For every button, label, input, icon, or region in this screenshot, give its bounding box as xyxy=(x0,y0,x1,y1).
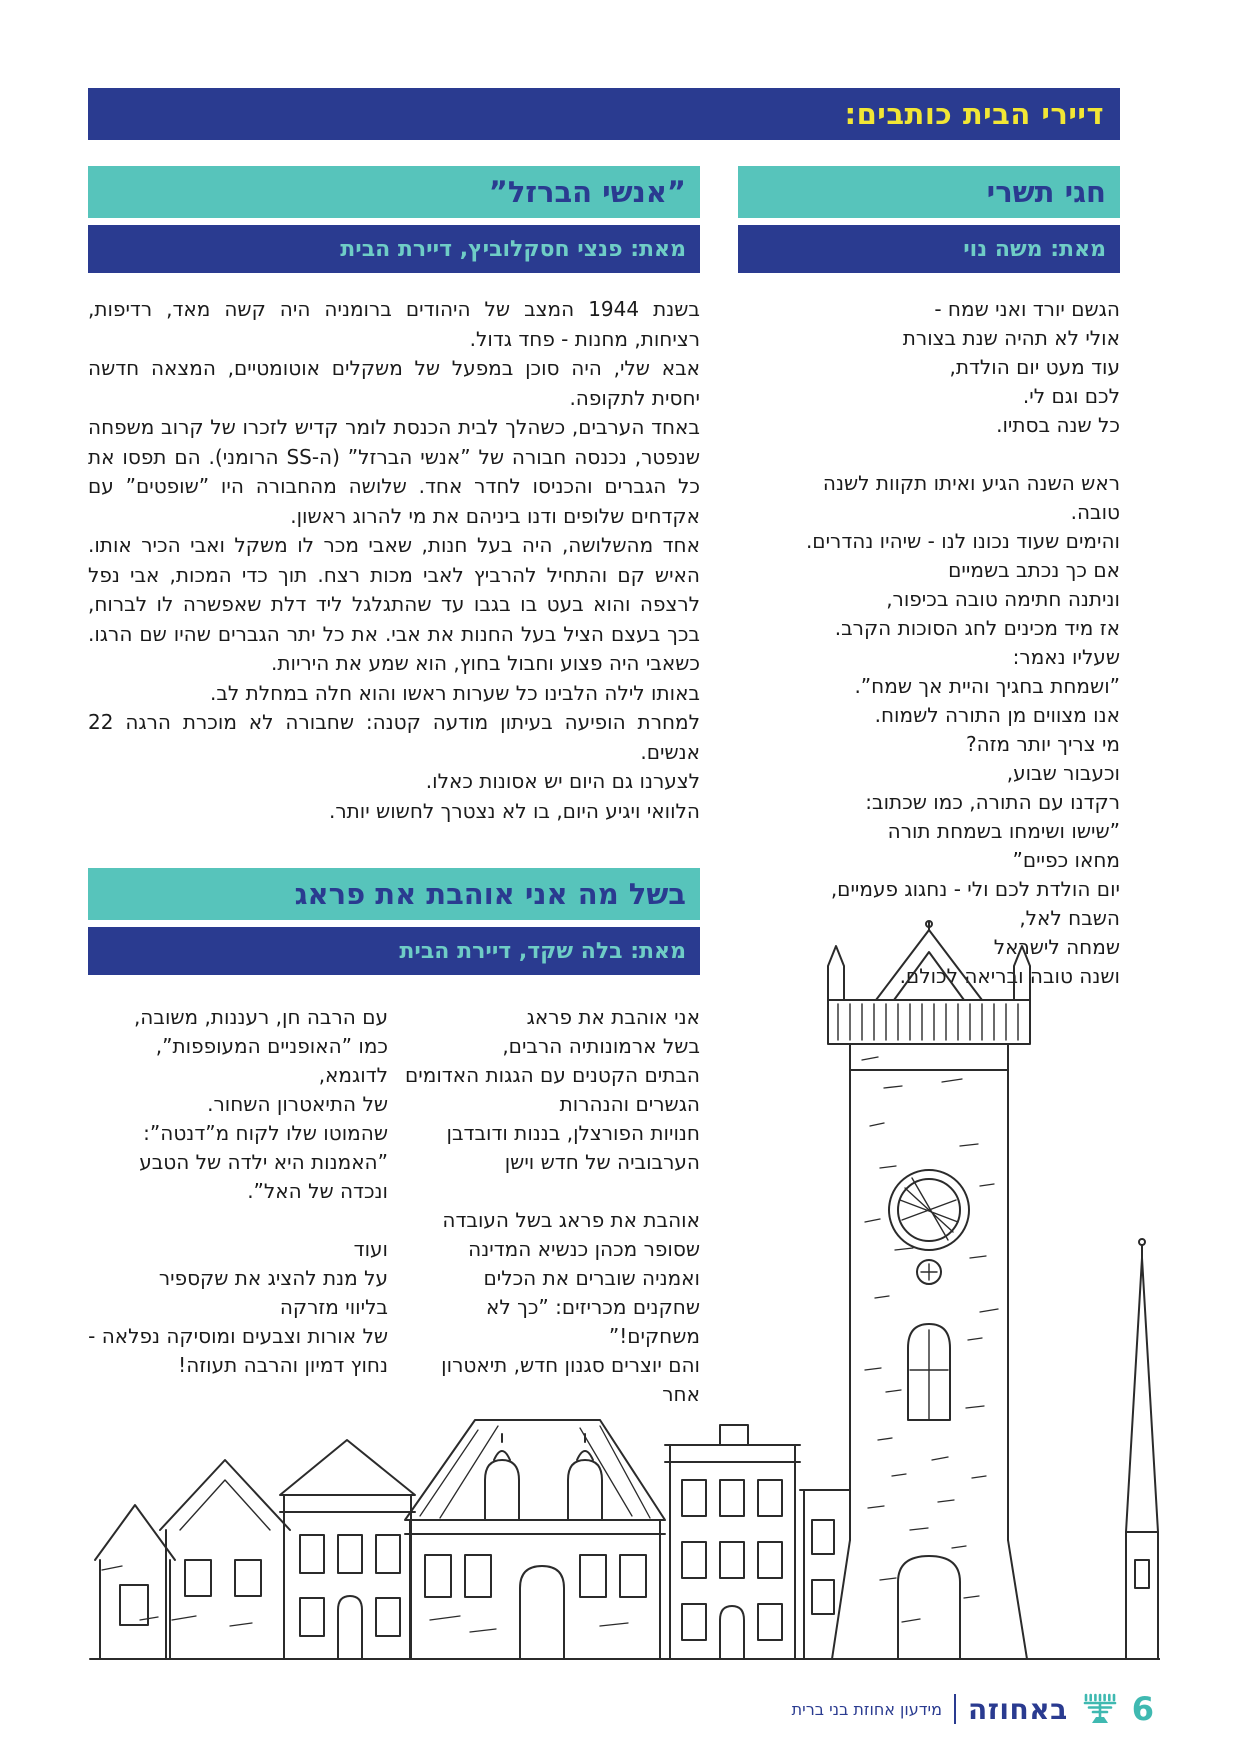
text-line: לצערנו גם היום יש אסונות כאלו. xyxy=(425,769,700,793)
text-line xyxy=(400,1177,700,1206)
text-line: שחקנים מכריזים: ”כך לא משחקים!” xyxy=(486,1295,700,1348)
article-iron-men-byline-band xyxy=(88,225,700,273)
text-line: עם הרבה חן, רעננות, משובה, xyxy=(133,1005,388,1029)
article-tishrei-title: חגי תשרי xyxy=(986,175,1106,209)
text-line: שהמוטו שלו לקוח מ”דנטה”: xyxy=(143,1121,388,1145)
text-line: בשנת 1944 המצב של היהודים ברומניה היה קשה מאד, רדיפות, רציחות, מחנות - פחד גדול. xyxy=(88,297,700,351)
article-tishrei-byline: מאת: משה נוי xyxy=(963,236,1106,262)
article-tishrei xyxy=(738,166,1120,991)
text-line xyxy=(738,440,1120,469)
article-iron-men-body xyxy=(88,295,700,826)
page-number: 6 xyxy=(1131,1690,1154,1728)
text-line: נחוץ דמיון והרבה תעוזה! xyxy=(178,1353,388,1377)
text-line: יום הולדת לכם ולי - נחגוג פעמיים, xyxy=(830,877,1120,901)
article-iron-men-title: ”אנשי הברזל” xyxy=(488,175,686,209)
article-prague-byline: מאת: בלה שקד, דיירת הבית xyxy=(399,938,686,964)
text-line: אולי לא תהיה שנת בצורת xyxy=(902,326,1120,350)
text-line: וכעבור שבוע, xyxy=(1006,761,1120,785)
menorah-icon xyxy=(1080,1692,1120,1726)
text-line: רקדנו עם התורה, כמו שכתוב: xyxy=(865,790,1120,814)
article-iron-men-byline: מאת: פנצי חסקלוביץ, דיירת הבית xyxy=(340,236,686,262)
article-prague-column-right xyxy=(394,1003,700,1409)
text-line: ושנה טובה ובריאה לכולם. xyxy=(899,964,1120,988)
text-line: ועוד xyxy=(353,1237,388,1261)
text-line: טובה. xyxy=(1070,500,1120,524)
text-line: הגשרים והנהרות xyxy=(559,1092,700,1116)
text-line: אנו מצווים מן התורה לשמוח. xyxy=(874,703,1120,727)
text-line: הבתים הקטנים עם הגגות האדומים xyxy=(405,1063,700,1087)
article-iron-men xyxy=(88,166,700,826)
text-line: אם כך נכתב בשמיים xyxy=(948,558,1120,582)
text-line: עוד מעט יום הולדת, xyxy=(949,355,1120,379)
article-tishrei-byline-band xyxy=(738,225,1120,273)
article-prague-title: בשל מה אני אוהבת את פראג xyxy=(294,877,686,911)
text-line: שסופר מכהן כנשיא המדינה xyxy=(468,1237,700,1261)
text-line: הערבוביה של חדש וישן xyxy=(504,1150,700,1174)
article-iron-men-header xyxy=(88,166,700,218)
text-line: אוהבת את פראג בשל העובדה xyxy=(442,1208,700,1232)
text-line: ראש השנה הגיע ואיתו תקוות לשנה xyxy=(822,471,1120,495)
article-prague-columns xyxy=(88,1003,700,1409)
text-line: בשל ארמונותיה הרבים, xyxy=(502,1034,700,1058)
text-line: בליווי מזרקה xyxy=(279,1295,388,1319)
text-line: ”האמנות היא ילדה של הטבע xyxy=(139,1150,388,1174)
article-prague xyxy=(88,868,700,1409)
article-prague-header xyxy=(88,868,700,920)
text-line: מחאו כפיים” xyxy=(1012,848,1120,872)
article-prague-byline-band xyxy=(88,927,700,975)
text-line: ונכדה של האל”. xyxy=(247,1179,388,1203)
article-tishrei-poem xyxy=(738,295,1120,991)
footer-divider xyxy=(954,1694,956,1724)
text-line: למחרת הופיעה בעיתון מודעה קטנה: שחבורה לא מוכרת הרגה 22 אנשים. xyxy=(88,710,700,764)
text-line: לכם וגם לי. xyxy=(1022,384,1120,408)
text-line: והם יוצרים סגנון חדש, תיאטרון אחר xyxy=(441,1353,700,1406)
text-line xyxy=(88,1206,388,1235)
text-line: ”שישו ושימחו בשמחת תורה xyxy=(887,819,1120,843)
text-line: באותו לילה הלבינו כל שערות ראשו והוא חלה במחלת לב. xyxy=(209,680,700,705)
text-line: שעליו נאמר: xyxy=(1012,645,1120,669)
text-line: באחד הערבים, כשהלך לבית הכנסת לומר קדיש לזכרו של קרוב משפחה שנפטר, נכנסה חבורה של ”אנשי הברזל” (ה-SS הרומני). הם תפסו את כל הגברים והכניסו לחדר אחד. שלושה מהחבורה היו ”שופטים” עם אקדחים שלופים ודנו ביניהם את מי להרוג ראשון. xyxy=(88,415,700,528)
text-line: אבא שלי, היה סוכן במפעל של משקלים אוטומטיים, המצאה חדשה יחסית לתקופה. xyxy=(88,356,700,410)
text-line: אז מיד מכינים לחג הסוכות הקרב. xyxy=(834,616,1120,640)
text-line: חנויות הפורצלן, בננות ודובדבן xyxy=(446,1121,700,1145)
text-line: כל שנה בסתיו. xyxy=(996,413,1120,437)
text-line: על מנת להציג את שקספיר xyxy=(158,1266,388,1290)
article-prague-column-left xyxy=(88,1003,394,1409)
text-line: שמחה לישראל xyxy=(993,935,1120,959)
text-line: השבח לאל, xyxy=(1019,906,1120,930)
text-line: של התיאטרון השחור. xyxy=(207,1092,388,1116)
text-line: הגשם יורד ואני שמח - xyxy=(934,297,1120,321)
section-banner xyxy=(88,88,1120,140)
text-line: אחד מהשלושה, היה בעל חנות, שאבי מכר לו משקל ואבי הכיר אותו. האיש קם והתחיל להרביץ לאבי מכות רצח. תוך כדי המכות, אבי נפל לרצפה והוא בעט בו בגבו עד שהתגלגל ליד דלת שאפשרה לו לברוח, בכך בעצם הציל בעל החנות את אבי. את כל יתר הגברים שהיו שם הרגו. כשאבי היה פצוע וחבול בחוץ, הוא שמע את היריות. xyxy=(88,533,700,675)
text-line: הלוואי ויגיע היום, בו לא נצטרך לחשוש יותר. xyxy=(328,798,700,823)
text-line: כמו ”האופניים המעופפות”, לדוגמא, xyxy=(155,1034,388,1087)
text-line: ואמניה שוברים את הכלים xyxy=(483,1266,700,1290)
text-line: מי צריך יותר מזה? xyxy=(965,732,1120,756)
text-line: והימים שעוד נכונו לנו - שיהיו נהדרים. xyxy=(805,529,1120,553)
section-banner-title: דיירי הבית כותבים: xyxy=(844,97,1104,131)
text-line: של אורות וצבעים ומוסיקה נפלאה - xyxy=(88,1324,388,1348)
newsletter-tagline: מידעון אחוזת בני ברית xyxy=(791,1699,942,1719)
text-line: ”ושמחת בחגיך והיית אך שמח”. xyxy=(854,674,1120,698)
page-footer xyxy=(60,1686,1154,1732)
text-line: וניתנה חתימה טובה בכיפור, xyxy=(886,587,1120,611)
newsletter-logo: באחוזה xyxy=(967,1692,1068,1726)
text-line: אני אוהבת את פראג xyxy=(526,1005,700,1029)
article-tishrei-header xyxy=(738,166,1120,218)
